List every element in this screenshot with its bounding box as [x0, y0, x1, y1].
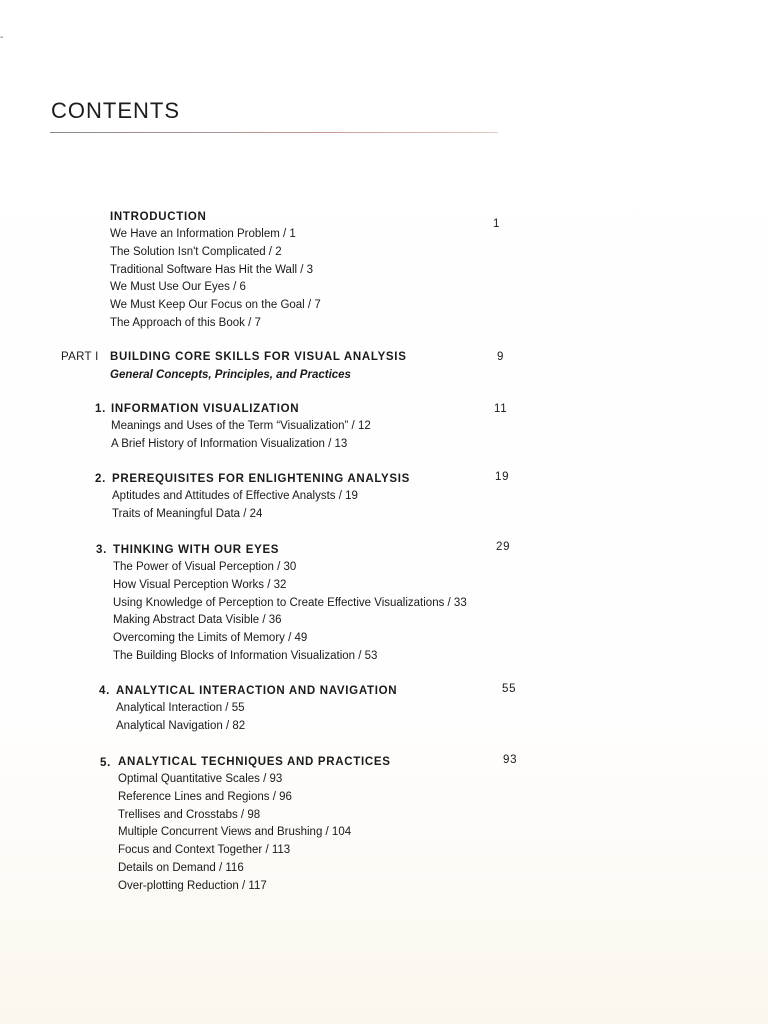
toc-entry: Making Abstract Data Visible / 36	[113, 614, 282, 627]
toc-entry: Using Knowledge of Perception to Create Effective Visualizations / 33	[113, 596, 467, 609]
section-page-number: 55	[502, 683, 517, 695]
toc-section-chapter-2	[95, 470, 632, 524]
chapter-number: 5.	[100, 757, 111, 769]
section-page-number: 93	[503, 754, 518, 766]
toc-entry: A Brief History of Information Visualization / 13	[111, 437, 348, 450]
toc-section-chapter-3	[96, 541, 633, 666]
chapter-number: 2.	[95, 473, 106, 485]
section-title: PREREQUISITES FOR ENLIGHTENING ANALYSIS	[112, 473, 411, 485]
section-heading	[110, 208, 630, 230]
toc-entry: Analytical Navigation / 82	[116, 719, 246, 732]
corner-mark: -	[0, 32, 4, 43]
toc-entry: We Must Keep Our Focus on the Goal / 7	[110, 299, 321, 312]
section-title: INFORMATION VISUALIZATION	[111, 403, 300, 415]
toc-entry: Optimal Quantitative Scales / 93	[118, 773, 283, 785]
section-page-number: 29	[496, 541, 511, 553]
section-heading	[112, 470, 632, 488]
toc-entry: The Building Blocks of Information Visualization / 53	[113, 649, 378, 662]
section-heading	[110, 348, 630, 366]
toc-entry: Analytical Interaction / 55	[116, 702, 245, 714]
toc-entry: We Have an Information Problem / 1	[110, 228, 296, 240]
toc-section-chapter-4	[99, 682, 636, 736]
title-rule	[50, 132, 498, 133]
section-title: ANALYTICAL TECHNIQUES AND PRACTICES	[118, 756, 391, 768]
section-page-number: 19	[495, 471, 510, 483]
toc-entry: Reference Lines and Regions / 96	[118, 790, 292, 803]
chapter-number: 1.	[95, 403, 106, 415]
toc-entry: Traits of Meaningful Data / 24	[112, 507, 263, 520]
toc-entry: Meanings and Uses of the Term “Visualization” / 12	[111, 420, 371, 432]
toc-entry: Traditional Software Has Hit the Wall / 3	[110, 263, 314, 276]
toc-entry: Focus and Context Together / 113	[118, 844, 291, 857]
toc-section-part-1	[61, 348, 630, 384]
toc-entry: Trellises and Crosstabs / 98	[118, 808, 261, 821]
section-title: INTRODUCTION	[110, 211, 207, 223]
chapter-number: 3.	[96, 544, 107, 556]
section-page-number: 9	[497, 351, 505, 363]
section-heading	[118, 753, 638, 771]
section-title: BUILDING CORE SKILLS FOR VISUAL ANALYSIS	[110, 351, 407, 363]
section-title: ANALYTICAL INTERACTION AND NAVIGATION	[116, 685, 398, 697]
section-heading	[116, 682, 636, 700]
section-heading	[113, 541, 633, 559]
part-subtitle: General Concepts, Principles, and Practices	[110, 369, 351, 381]
toc-entry: We Must Use Our Eyes / 6	[110, 281, 246, 294]
toc-entry: Over-plotting Reduction / 117	[118, 879, 267, 892]
section-title: THINKING WITH OUR EYES	[113, 544, 280, 556]
toc-section-chapter-1	[95, 400, 631, 454]
toc-entry: Overcoming the Limits of Memory / 49	[113, 632, 308, 645]
toc-entry: How Visual Perception Works / 32	[113, 578, 287, 591]
toc-section-chapter-5	[100, 753, 638, 896]
toc-entry: Aptitudes and Attitudes of Effective Analysts / 19	[112, 490, 358, 502]
toc-entry: The Power of Visual Perception / 30	[113, 561, 297, 573]
page-title: CONTENTS	[51, 98, 180, 123]
section-page-number: 11	[494, 403, 508, 415]
toc-section-introduction	[110, 208, 630, 333]
part-label: PART I	[61, 351, 99, 363]
toc-entry: Multiple Concurrent Views and Brushing / 104	[118, 826, 352, 839]
section-page-number: 1	[493, 218, 501, 230]
toc-entry: Details on Demand / 116	[118, 861, 244, 874]
toc-entry: The Solution Isn't Complicated / 2	[110, 245, 282, 258]
toc-entry: The Approach of this Book / 7	[110, 316, 261, 329]
section-heading	[111, 400, 631, 418]
chapter-number: 4.	[99, 685, 110, 697]
